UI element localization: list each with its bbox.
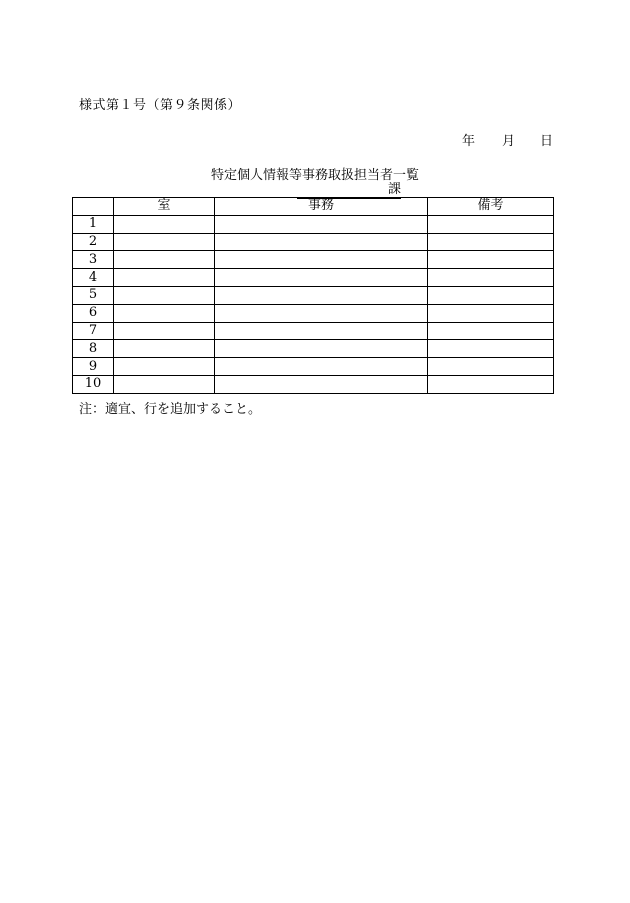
table-row bbox=[73, 269, 554, 287]
task-cell bbox=[215, 251, 428, 269]
room-cell bbox=[114, 286, 215, 304]
remarks-cell bbox=[428, 304, 554, 322]
room-cell bbox=[114, 322, 215, 340]
table-row bbox=[73, 251, 554, 269]
section-suffix: 課 bbox=[387, 182, 401, 197]
task-cell bbox=[215, 269, 428, 287]
remarks-cell bbox=[428, 358, 554, 376]
row-number: 10 bbox=[73, 375, 114, 393]
table-header-row bbox=[73, 198, 554, 216]
date-month-label: 月 bbox=[502, 134, 516, 149]
row-number: 2 bbox=[73, 233, 114, 251]
staff-register-table bbox=[72, 197, 554, 394]
footnote: 注：適宜、行を追加すること。 bbox=[79, 402, 262, 417]
task-cell bbox=[215, 375, 428, 393]
room-cell bbox=[114, 358, 215, 376]
header-remarks: 備考 bbox=[428, 198, 554, 216]
room-cell bbox=[114, 375, 215, 393]
header-number bbox=[73, 198, 114, 216]
table-row bbox=[73, 304, 554, 322]
row-number: 4 bbox=[73, 269, 114, 287]
row-number: 5 bbox=[73, 286, 114, 304]
table-row bbox=[73, 233, 554, 251]
row-number: 1 bbox=[73, 215, 114, 233]
table-row bbox=[73, 322, 554, 340]
room-cell bbox=[114, 215, 215, 233]
remarks-cell bbox=[428, 322, 554, 340]
task-cell bbox=[215, 340, 428, 358]
row-number: 9 bbox=[73, 358, 114, 376]
table-row bbox=[73, 375, 554, 393]
task-cell bbox=[215, 358, 428, 376]
header-room: 室 bbox=[114, 198, 215, 216]
row-number: 6 bbox=[73, 304, 114, 322]
remarks-cell bbox=[428, 286, 554, 304]
table-row bbox=[73, 215, 554, 233]
task-cell bbox=[215, 233, 428, 251]
document-title: 特定個人情報等事務取扱担当者一覧 bbox=[210, 168, 419, 183]
table-row bbox=[73, 358, 554, 376]
header-task: 事務 bbox=[215, 198, 428, 216]
table-row bbox=[73, 286, 554, 304]
remarks-cell bbox=[428, 233, 554, 251]
remarks-cell bbox=[428, 375, 554, 393]
form-number: 様式第１号（第９条関係） bbox=[79, 98, 242, 113]
task-cell bbox=[215, 286, 428, 304]
room-cell bbox=[114, 251, 215, 269]
task-cell bbox=[215, 322, 428, 340]
remarks-cell bbox=[428, 215, 554, 233]
table-body bbox=[73, 215, 554, 393]
date-day-label: 日 bbox=[540, 134, 554, 149]
room-cell bbox=[114, 304, 215, 322]
room-cell bbox=[114, 233, 215, 251]
date-year-label: 年 bbox=[462, 134, 476, 149]
room-cell bbox=[114, 269, 215, 287]
task-cell bbox=[215, 215, 428, 233]
row-number: 8 bbox=[73, 340, 114, 358]
room-cell bbox=[114, 340, 215, 358]
remarks-cell bbox=[428, 269, 554, 287]
table-row bbox=[73, 340, 554, 358]
row-number: 3 bbox=[73, 251, 114, 269]
row-number: 7 bbox=[73, 322, 114, 340]
remarks-cell bbox=[428, 340, 554, 358]
remarks-cell bbox=[428, 251, 554, 269]
task-cell bbox=[215, 304, 428, 322]
